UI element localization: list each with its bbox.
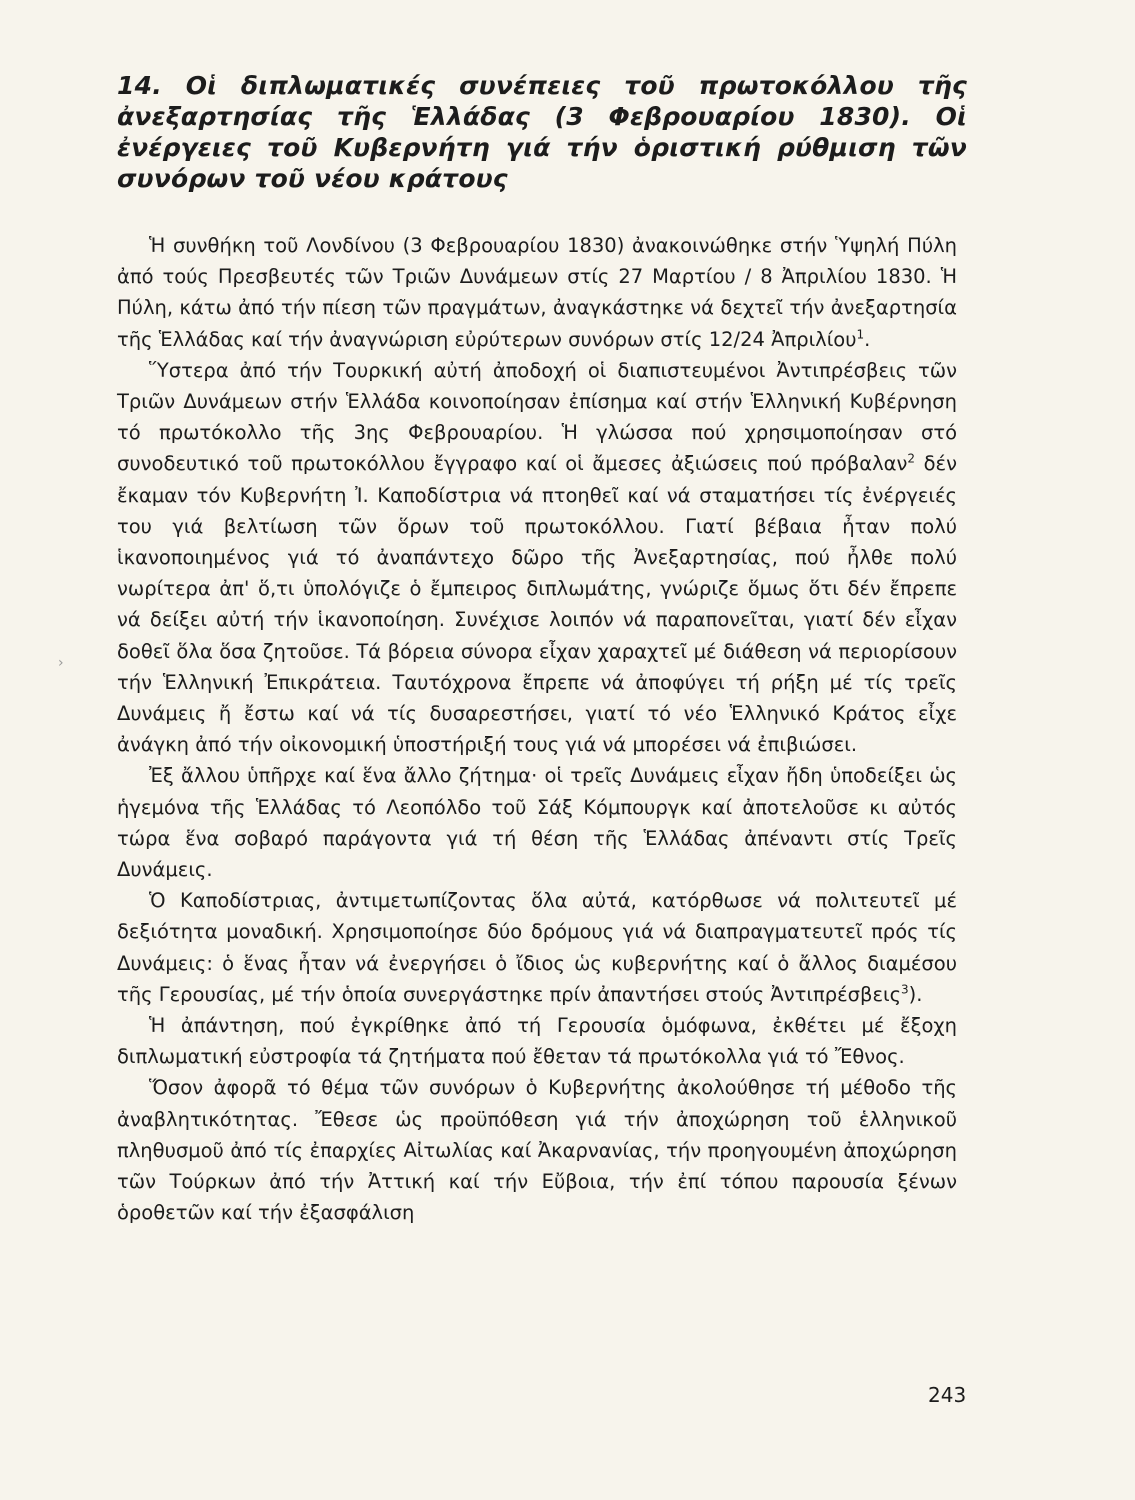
margin-mark: › <box>58 655 64 671</box>
section-heading: 14. Οἱ διπλωματικές συνέπειες τοῦ πρωτοκόλλου τῆς ἀνεξαρτησίας τῆς Ἑλλάδας (3 Φεβρουαρίου 1830). Οἱ ἐνέργειες τοῦ Κυβερνήτη γιά τήν ὁριστική ρύθμιση τῶν συνόρων τοῦ νέου κράτους <box>117 71 967 193</box>
paragraph: Ὕστερα ἀπό τήν Τουρκική αὐτή ἀποδοχή οἱ διαπιστευμένοι Ἀντιπρέσβεις τῶν Τριῶν Δυνάμεων στήν Ἑλλάδα κοινοποίησαν ἐπίσημα καί στήν Ἑλληνική Κυβέρνηση τό πρωτόκολλο τῆς 3ης Φεβρουαρίου. Ἡ γλώσσα πού χρησιμοποίησαν στό συνοδευτικό τοῦ πρωτοκόλλου ἔγγραφο καί οἱ ἄμεσες ἀξιώσεις πού πρόβαλαν$^2$ δέν ἔκαμαν τόν Κυβερνήτη Ἰ. Καποδίστρια νά πτοηθεῖ καί νά σταματήσει τίς ἐνέργειές του γιά βελτίωση τῶν ὅρων τοῦ πρωτοκόλλου. Γιατί βέβαια ἦταν πολύ ἱκανοποιημένος γιά τό ἀναπάντεχο δῶρο τῆς Ἀνεξαρτησίας, πού ἦλθε πολύ νωρίτερα ἀπ' ὅ,τι ὑπολόγιζε ὁ ἔμπειρος διπλωμάτης, γνώριζε ὅμως ὅτι δέν ἔπρεπε νά δείξει αὐτή τήν ἱκανοποίηση. Συνέχισε λοιπόν νά παραπονεῖται, γιατί δέν εἶχαν δοθεῖ ὅλα ὅσα ζητοῦσε. Τά βόρεια σύνορα εἶχαν χαραχτεῖ μέ διάθεση νά περιορίσουν τήν Ἑλληνική Ἐπικράτεια. Ταυτόχρονα ἔπρεπε νά ἀποφύγει τή ρήξη μέ τίς τρεῖς Δυνάμεις ἤ ἔστω καί νά τίς δυσαρεστήσει, γιατί τό νέο Ἑλληνικό Κράτος εἶχε ἀνάγκη ἀπό τήν οἰκονομική ὑποστήριξή τους γιά νά μπορέσει νά ἐπιβιώσει. <box>117 358 957 757</box>
footnote-ref: 3 <box>901 982 909 997</box>
page-number: 243 <box>928 1383 967 1407</box>
footnote-ref: 1 <box>856 327 865 342</box>
paragraph: Ὅσον ἀφορᾶ τό θέμα τῶν συνόρων ὁ Κυβερνήτης ἀκολούθησε τή μέθοδο τῆς ἀναβλητικότητας. Ἔθεσε ὡς προϋπόθεση γιά τήν ἀποχώρηση τοῦ ἑλληνικοῦ πληθυσμοῦ ἀπό τίς ἐπαρχίες Αἰτωλίας καί Ἀκαρνανίας, τήν προηγουμένη ἀποχώρηση τῶν Τούρκων ἀπό τήν Ἀττική καί τήν Εὔβοια, τήν ἐπί τόπου παρουσία ξένων ὁροθετῶν καί τήν ἐξασφάλιση <box>117 1076 957 1225</box>
paragraph: Ὁ Καποδίστριας, ἀντιμετωπίζοντας ὅλα αὐτά, κατόρθωσε νά πολιτευτεῖ μέ δεξιότητα μοναδική. Χρησιμοποίησε δύο δρόμους γιά νά διαπραγματευτεῖ πρός τίς Δυνάμεις: ὁ ἕνας ἦταν νά ἐνεργήσει ὁ ἴδιος ὡς κυβερνήτης καί ὁ ἄλλος διαμέσου τῆς Γερουσίας, μέ τήν ὁποία συνεργάστηκε πρίν ἀπαντήσει στούς Ἀντιπρέσβεις$^3$). <box>117 889 957 1006</box>
paragraph: Ἐξ ἄλλου ὑπῆρχε καί ἕνα ἄλλο ζήτημα· οἱ τρεῖς Δυνάμεις εἶχαν ἤδη ὑποδείξει ὡς ἡγεμόνα τῆς Ἑλλάδας τό Λεοπόλδο τοῦ Σάξ Κόμπουργκ καί ἀποτελοῦσε κι αὐτός τώρα ἕνα σοβαρό παράγοντα γιά τή θέση τῆς Ἑλλάδας ἀπέναντι στίς Τρεῖς Δυνάμεις. <box>117 764 957 882</box>
body-text <box>117 230 957 1229</box>
paragraph: Ἡ συνθήκη τοῦ Λονδίνου (3 Φεβρουαρίου 1830) ἀνακοινώθηκε στήν Ὑψηλή Πύλη ἀπό τούς Πρεσβευτές τῶν Τριῶν Δυνάμεων στίς 27 Μαρτίου / 8 Ἀπριλίου 1830. Ἡ Πύλη, κάτω ἀπό τήν πίεση τῶν πραγμάτων, ἀναγκάστηκε νά δεχτεῖ τήν ἀνεξαρτησία τῆς Ἑλλάδας καί τήν ἀναγνώριση εὐρύτερων συνόρων στίς 12/24 Ἀπριλίου$^1$. <box>117 234 957 351</box>
footnote-ref: 2 <box>907 451 916 466</box>
paragraph: Ἡ ἀπάντηση, πού ἐγκρίθηκε ἀπό τή Γερουσία ὁμόφωνα, ἐκθέτει μέ ἔξοχη διπλωματική εὐστροφία τά ζητήματα πού ἔθεταν τά πρωτόκολλα γιά τό Ἔθνος. <box>117 1014 957 1069</box>
